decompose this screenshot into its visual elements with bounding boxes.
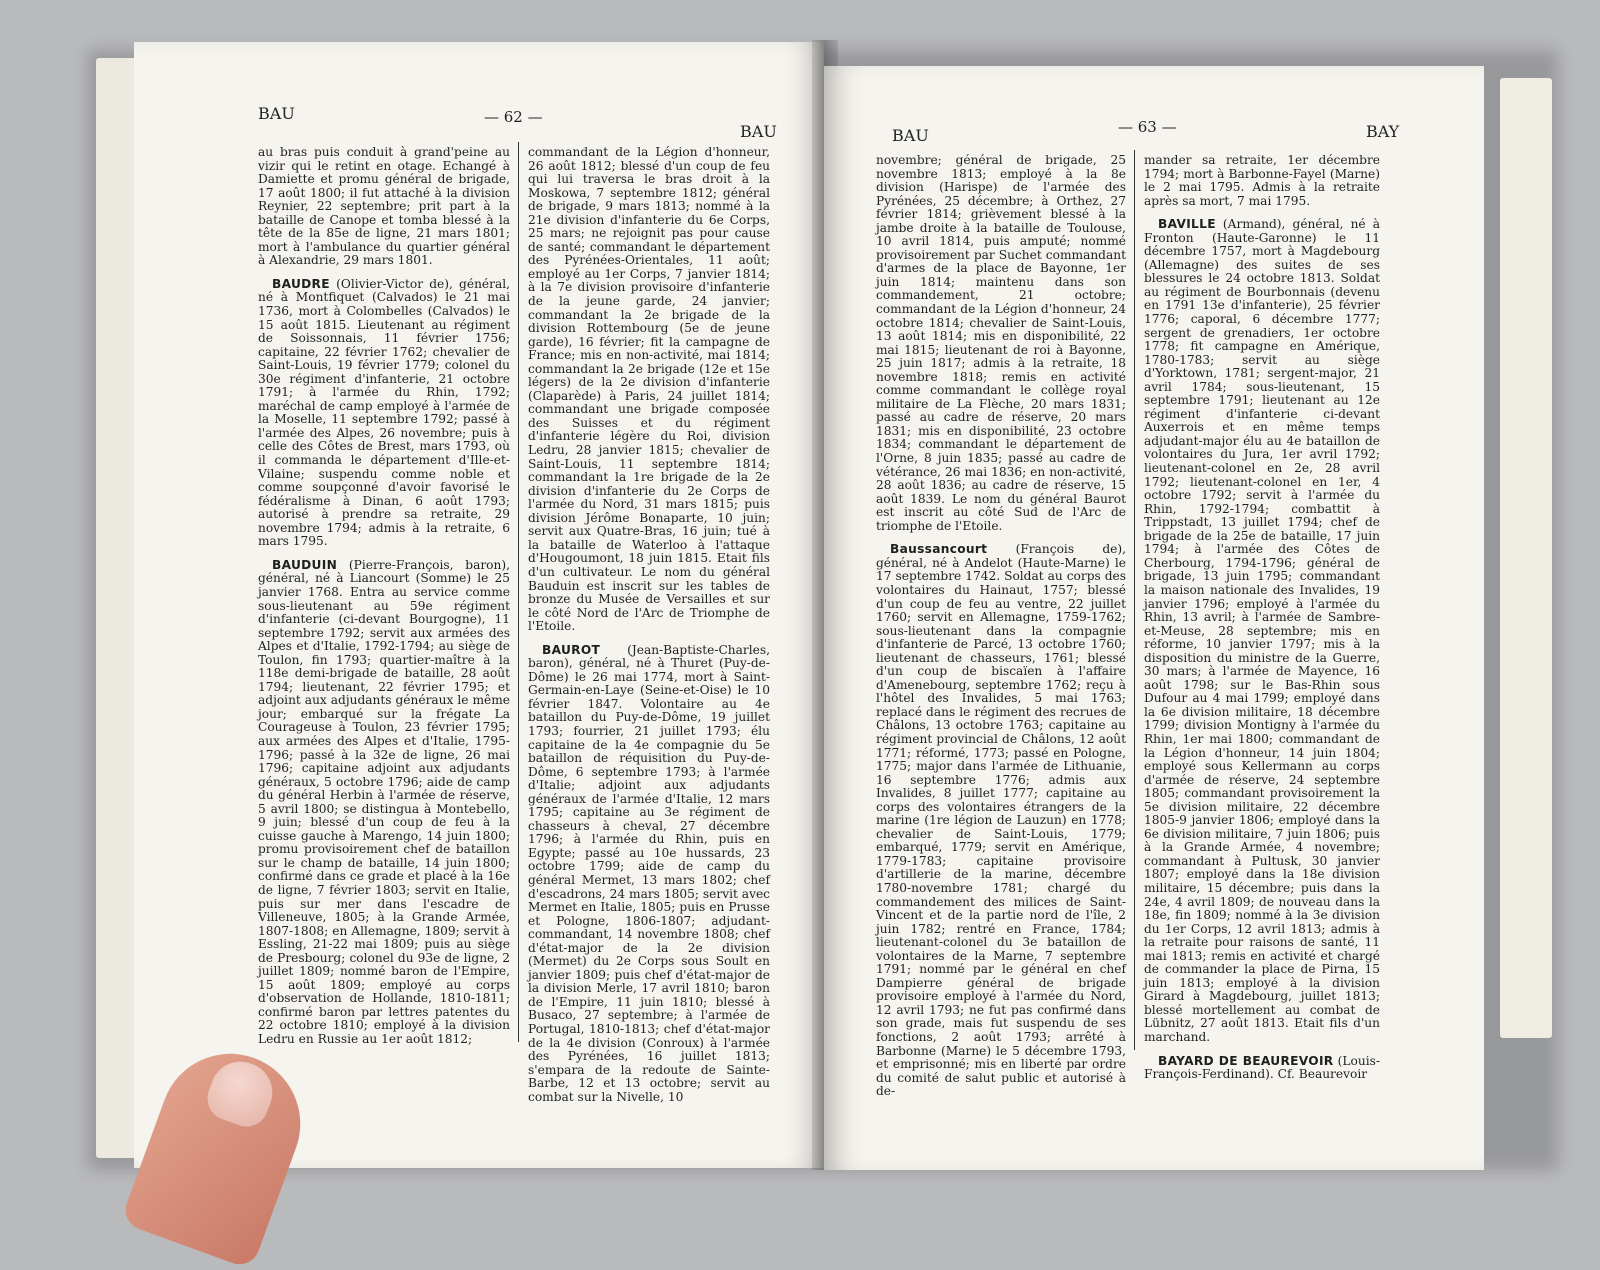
dictionary-entry xyxy=(258,278,510,549)
entry-text: (Olivier-Victor de), général, né à Montfiquet (Calvados) le 21 mai 1736, mort à Colombelles (Calvados) le 15 août 1815. Lieutenant au régiment de Soissonnais, 11 février 1756; capitaine, 22 février 1762; chevalier de Saint-Louis, 19 février 1779; colonel du 30e régiment d'infanterie, 21 octobre 1791; à l'armée du Rhin, 1792; maréchal de camp employé à l'armée de la Moselle, 11 septembre 1792; passé à l'armée des Alpes, 26 novembre; puis à celle des Côtes de Brest, mars 1793, où il commanda le département d'Ille-et-Vilaine; suspendu comme noble et comme soupçonné d'avoir favorisé le fédéralisme à Dinan, 6 août 1793; autorisé à prendre sa retraite, 29 novembre 1794; admis à la retraite, 6 mars 1795. xyxy=(258,276,510,549)
entry-text: (Armand), général, né à Fronton (Haute-Garonne) le 11 décembre 1757, mort à Magdebourg (Allemagne) des suites de ses blessures le 24 octobre 1813. Soldat au régiment de Bourbonnais (devenu en 1791 13e d'infanterie), 25 février 1776; caporal, 6 décembre 1777; sergent de grenadiers, 1er octobre 1778; fit campagne en Amérique, 1780-1783; servit au siège d'Yorktown, 1781; sergent-major, 21 avril 1784; sous-lieutenant, 15 septembre 1791; lieutenant au 12e régiment d'infanterie ci-devant Auxerrois et en même temps adjudant-major élu au 4e bataillon de volontaires du Jura, 1er avril 1792; lieutenant-colonel en 2e, 28 avril 1792; lieutenant-colonel en 1er, 4 octobre 1792; servit à l'armée du Rhin, 1792-1794; combattit à Trippstadt, 13 juillet 1794; chef de brigade de la 25e de bataille, 17 juin 1794; à l'armée des Côtes de Cherbourg, 1794-1796; général de brigade, 13 juin 1795; commandant la maison nationale des Invalides, 19 janvier 1796; employé à l'armée du Rhin, 13 avril; à l'armée de Sambre-et-Meuse, 28 septembre; mis en réforme, 10 janvier 1797; mis à la disposition du ministre de la Guerre, 30 mars; à l'armée de Mayence, 16 août 1798; sur le Bas-Rhin sous Dufour au 4 mai 1799; employé dans la 6e division militaire, 18 décembre 1799; division Montigny à l'armée du Rhin, 1er mai 1800; commandant de la Légion d'honneur, 14 juin 1804; employé sous Kellermann au corps d'armée de réserve, 24 septembre 1805; commandant provisoirement la 5e division militaire, 22 décembre 1805-9 janvier 1806; employé dans la 6e division militaire, 7 juin 1806; puis à la Grande Armée, 4 novembre; commandant à Pultusk, 30 janvier 1807; employé dans la 18e division militaire, 15 décembre; puis dans la 24e, 4 avril 1809; de nouveau dans la 18e, fin 1809; nommé à la 3e division du 1er Corps, 12 avril 1813; admis à la retraite pour raisons de santé, 11 mai 1813; remis en activité et chargé de commander la place de Pirna, 15 juin 1813; employé à la division Girard à Magdebourg, juillet 1813; blessé mortellement au combat de Lübnitz, 27 août 1813. Etait fils d'un marchand. xyxy=(1144,217,1380,1044)
right-header-right: BAY xyxy=(1366,122,1400,141)
entry-text: (Louis-François-Ferdinand). Cf. Beaurevoir xyxy=(1144,1053,1380,1082)
dictionary-entry xyxy=(258,146,510,268)
dictionary-entry xyxy=(876,543,1126,1098)
dictionary-entry xyxy=(528,644,770,1105)
entry-text: mander sa retraite, 1er décembre 1794; mort à Barbonne-Fayel (Marne) le 2 mai 1795. Admis à la retraite après sa mort, 7 mai 1795. xyxy=(1144,153,1380,208)
entry-text: (François de), général, né à Andelot (Haute-Marne) le 17 septembre 1742. Soldat au corps des volontaires du Hainaut, 1757; blessé d'un coup de feu au ventre, 22 juillet 1760; servit en Allemagne, 1759-1762; sous-lieutenant dans la compagnie d'infanterie de Parcé, 13 octobre 1760; lieutenant de chasseurs, 1761; blessé d'un coup de biscaïen à l'affaire d'Amenebourg, septembre 1762; reçu à l'hôtel des Invalides, 5 mai 1763; replacé dans le régiment des recrues de Châlons, 13 octobre 1763; capitaine au régiment provincial de Châlons, 12 août 1771; réformé, 1773; passé en Pologne, 1775; major dans l'armée de Lithuanie, 16 septembre 1776; admis aux Invalides, 8 juillet 1777; capitaine au corps des volontaires étrangers de la marine (1re légion de Lauzun) en 1778; chevalier de Saint-Louis, 1779; embarqué, 1779; servit en Amérique, 1779-1783; capitaine provisoire d'artillerie de la marine, décembre 1780-novembre 1781; chargé du commandement des milices de Saint-Vincent et de la partie nord de l'île, 2 juin 1782; rentré en France, 1784; lieutenant-colonel du 3e bataillon de volontaires de la Marne, 7 septembre 1791; nommé par le général en chef Dampierre général de brigade provisoire employé à l'armée du Nord, 12 avril 1793; ne fut pas confirmé dans son grade, mais fut suspendu de ses fonctions, 2 août 1793; arrêté à Barbonne (Marne) le 5 décembre 1793, et emprisonné; mis en liberté par ordre du comité de salut public et autorisé à de- xyxy=(876,542,1126,1099)
left-column-2 xyxy=(528,146,770,1114)
right-header-left: BAU xyxy=(892,126,929,145)
entry-text: (Pierre-François, baron), général, né à Liancourt (Somme) le 25 janvier 1768. Entra au service comme sous-lieutenant au 59e régiment d'infanterie (ci-devant Bourgogne), 11 septembre 1792; servit aux armées des Alpes et d'Italie, 1792-1794; au siège de Toulon, fin 1793; quartier-maître à la 118e demi-brigade de bataille, 28 août 1794; lieutenant, 22 février 1795; et adjoint aux adjudants généraux le même jour; embarqué sur la frégate La Courageuse à Toulon, 23 février 1795; aux armées des Alpes et d'Italie, 1795-1796; passé à la 32e de ligne, 26 mai 1796; capitaine adjoint aux adjudants généraux, 5 octobre 1796; aide de camp du général Herbin à l'armée de réserve, 5 avril 1800; se distingua à Montebello, 9 juin; blessé d'un coup de feu à la cuisse gauche à Marengo, 14 juin 1800; promu provisoirement chef de bataillon sur le champ de bataille, 14 juin 1800; confirmé dans ce grade et placé à la 16e de ligne, 7 février 1803; servit en Italie, puis sur mer dans l'escadre de Villeneuve, 1805; à la Grande Armée, 1807-1808; en Allemagne, 1809; servit à Essling, 21-22 mai 1809; puis au siège de Presbourg; colonel du 93e de ligne, 2 juillet 1809; nommé baron de l'Empire, 15 août 1809; employé au corps d'observation de Hollande, 1810-1811; confirmé baron par lettres patentes du 22 octobre 1810; employé à la division Ledru en Russie au 1er août 1812; xyxy=(258,557,510,1046)
right-column-2 xyxy=(1144,154,1380,1092)
entry-name: BAYARD DE BEAUREVOIR xyxy=(1158,1053,1334,1068)
dictionary-entry xyxy=(1144,154,1380,208)
dictionary-entry xyxy=(876,154,1126,533)
dictionary-entry xyxy=(1144,218,1380,1044)
right-column-1 xyxy=(876,154,1126,1109)
dictionary-entry xyxy=(528,146,770,634)
right-page xyxy=(824,66,1484,1170)
column-rule xyxy=(1134,150,1135,1050)
entry-text: commandant de la Légion d'honneur, 26 août 1812; blessé d'un coup de feu qui lui traversa le bras droit à la Moskowa, 7 septembre 1812; général de brigade, 9 mars 1813; nommé à la 21e division d'infanterie du 6e Corps, 25 mars; ne rejoignit pas pour cause de santé; commandant le département des Pyrénées-Orientales, 11 août; employé au 1er Corps, 7 janvier 1814; à la 7e division provisoire d'infanterie de la jeune garde, 24 janvier; commandant la 2e brigade de la division Rottembourg (5e de jeune garde), 16 février; fit la campagne de France; mis en non-activité, mai 1814; commandant la 2e brigade (12e et 15e légers) de la 2e division d'infanterie (Claparède) à Paris, 24 juillet 1814; commandant une brigade composée des Suisses et du régiment d'infanterie légère du Roi, division Ledru, 28 janvier 1815; chevalier de Saint-Louis, 11 septembre 1814; commandant la 1re brigade de la 2e division d'infanterie du 2e Corps de l'armée du Nord, 31 mars 1815; puis division Jérôme Bonaparte, 10 juin; servit aux Quatre-Bras, 16 juin; tué à la bataille de Waterloo à l'attaque d'Hougoumont, 18 juin 1815. Etait fils d'un cultivateur. Le nom du général Bauduin est inscrit sur les tables de bronze du Musée de Versailles et sur le côté Nord de l'Arc de Triomphe de l'Etoile. xyxy=(528,145,770,634)
right-page-number: — 63 — xyxy=(1118,118,1177,136)
entry-text: (Jean-Baptiste-Charles, baron), général, né à Thuret (Puy-de-Dôme) le 26 mai 1774, mort à Saint-Germain-en-Laye (Seine-et-Oise) le 10 février 1847. Volontaire au 4e bataillon du Puy-de-Dôme, 19 juillet 1793; fourrier, 21 juillet 1793; élu capitaine de la 4e compagnie du 5e bataillon de réquisition du Puy-de-Dôme, 6 septembre 1793; à l'armée d'Italie; adjoint aux adjudants généraux de l'armée d'Italie, 12 mars 1795; capitaine au 3e régiment de chasseurs à cheval, 27 décembre 1796; à l'armée du Rhin, puis en Egypte; passé au 10e hussards, 23 octobre 1799; aide de camp du général Mermet, 13 mars 1802; chef d'escadrons, 24 mars 1805; servit avec Mermet en Italie, 1805; puis en Prusse et Pologne, 1806-1807; adjudant-commandant, 14 novembre 1808; chef d'état-major de la 2e division (Mermet) du 2e Corps sous Soult en janvier 1809; puis chef d'état-major de la division Merle, 17 avril 1810; baron de l'Empire, 11 juin 1810; blessé à Busaco, 27 septembre; à l'armée de Portugal, 1810-1813; chef d'état-major de la 4e division (Conroux) à l'armée des Pyrénées, 16 juillet 1813; s'empara de la redoute de Sainte-Barbe, 12 et 13 octobre; servit au combat sur la Nivelle, 10 xyxy=(528,642,770,1104)
right-page-stack-edge xyxy=(1500,78,1552,1038)
column-rule xyxy=(518,142,519,1042)
entry-name: Baussancourt xyxy=(890,542,988,557)
left-column-1 xyxy=(258,146,510,1057)
left-page-number: — 62 — xyxy=(484,108,543,126)
entry-name: BAUDRE xyxy=(272,276,330,291)
left-header-right: BAU xyxy=(740,122,777,141)
entry-text: au bras puis conduit à grand'peine au vizir qui le retint en otage. Echangé à Damiette et promu général de brigade, 17 août 1800; il fut attaché à la division Reynier, 22 septembre; prit part à la bataille de Canope et tomba blessé à la tête de la 85e de ligne, 21 mars 1801; mort à l'ambulance du quartier général à Alexandrie, 29 mars 1801. xyxy=(258,145,510,268)
left-page xyxy=(134,42,824,1168)
entry-name: BAVILLE xyxy=(1158,217,1216,232)
dictionary-entry xyxy=(1144,1055,1380,1082)
dictionary-entry xyxy=(258,559,510,1047)
entry-text: novembre; général de brigade, 25 novembre 1813; employé à la 8e division (Harispe) de l'armée des Pyrénées, 25 décembre; à Orthez, 27 février 1814; grièvement blessé à la jambe droite à la bataille de Toulouse, 10 avril 1814, puis amputé; nommé provisoirement par Suchet commandant d'armes de la place de Bayonne, 1er juin 1814; maintenu dans son commandement, 21 octobre; commandant de la Légion d'honneur, 24 octobre 1814; chevalier de Saint-Louis, 13 août 1814; mis en disponibilité, 22 mai 1815; lieutenant de roi à Bayonne, 25 juin 1817; admis à la retraite, 18 novembre 1818; remis en activité comme commandant le collège royal militaire de La Flèche, 20 mars 1831; passé au cadre de réserve, 20 mars 1831; mis en disponibilité, 23 octobre 1834; commandant le département de l'Orne, 8 juin 1835; passé au cadre de vétérance, 26 mai 1836; en non-activité, 28 août 1836; au cadre de réserve, 15 août 1839. Le nom du général Baurot est inscrit au côté Sud de l'Arc de triomphe de l'Etoile. xyxy=(876,153,1126,533)
left-header-left: BAU xyxy=(258,104,295,123)
entry-name: BAUROT xyxy=(542,642,601,657)
entry-name: BAUDUIN xyxy=(272,557,338,572)
